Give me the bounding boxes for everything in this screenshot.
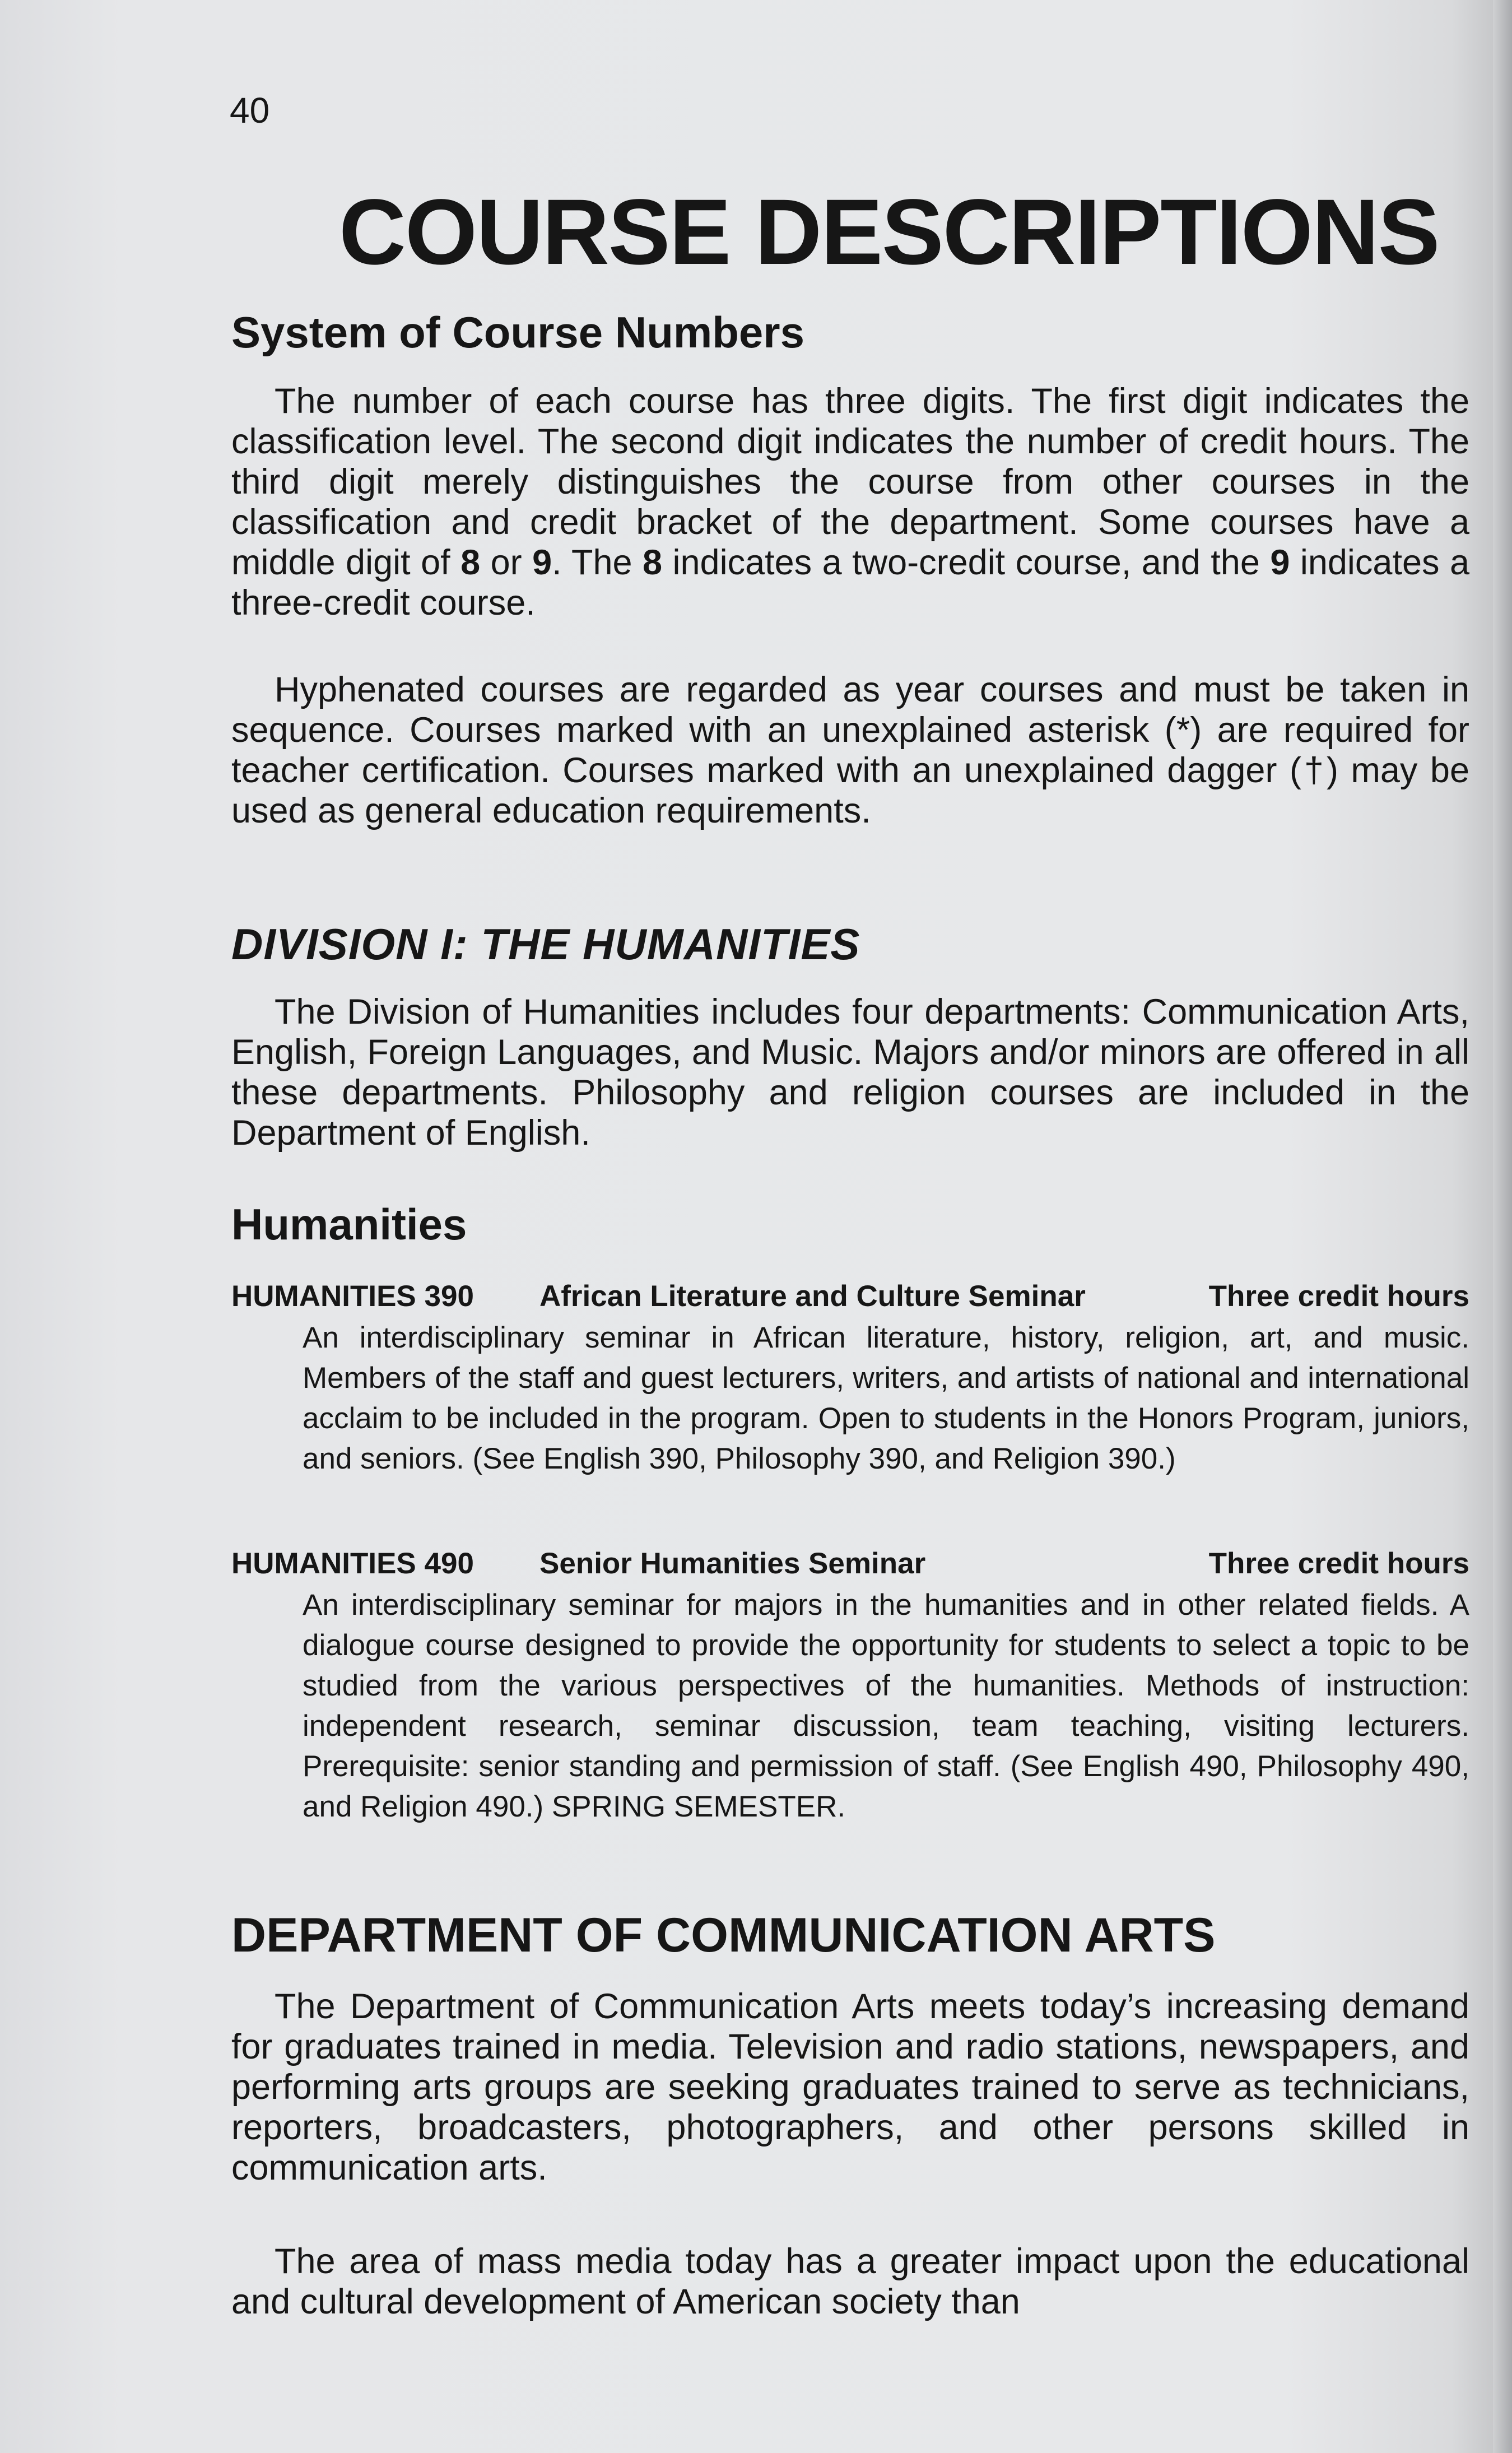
course-header xyxy=(231,1279,1469,1313)
text-run: or xyxy=(480,543,533,582)
course-header xyxy=(231,1546,1469,1581)
course-number: HUMANITIES 390 xyxy=(231,1280,474,1313)
course-credits: Three credit hours xyxy=(1208,1547,1469,1580)
system-paragraph-2: Hyphenated courses are regarded as year courses and must be taken in sequence. Courses marked with an unexplained asterisk (*) are required for teacher certification. Courses marked with an unexplained dagger (†) may be used as general education requirements. xyxy=(231,670,1469,830)
department-paragraph-2: The area of mass media today has a greater impact upon the educational and cultural development of American society than xyxy=(231,2242,1469,2321)
system-heading: System of Course Numbers xyxy=(231,308,804,357)
course-description: An interdisciplinary seminar in African literature, history, religion, art, and music. Members of the staff and guest lecturers, writers, and artists of national and international acclaim to be included in the program. Open to students in the Honors Program, juniors, and seniors. (See English 390, Philosophy 390, and Religion 390.) xyxy=(303,1321,1469,1475)
text-run: indicates a two-credit course, and the xyxy=(662,543,1271,582)
text-run: indicates a three-credit course. xyxy=(231,543,1469,622)
bold-digit: 8 xyxy=(460,543,481,582)
division-paragraph: The Division of Humanities includes four departments: Communication Arts, English, Foreign Languages, and Music. Majors and/or minors are offered in all these departments. Philosophy and religion courses are included in the Department of English. xyxy=(231,992,1469,1153)
page-edge-shadow xyxy=(1493,0,1512,2453)
page-title: COURSE DESCRIPTIONS xyxy=(339,180,1439,284)
course-title: African Literature and Culture Seminar xyxy=(539,1280,1086,1313)
bold-digit: 9 xyxy=(532,543,552,582)
bold-digit: 9 xyxy=(1270,543,1290,582)
bold-digit: 8 xyxy=(643,543,663,582)
course-number: HUMANITIES 490 xyxy=(231,1547,474,1580)
course-title: Senior Humanities Seminar xyxy=(539,1547,926,1580)
page-number: 40 xyxy=(230,90,270,131)
department-paragraph-1: The Department of Communication Arts meets today’s increasing demand for graduates trained in media. Television and radio stations, newspapers, and performing arts groups are seeking graduates trained to serve as technicians, reporters, broadcasters, photographers, and other persons skilled in communication arts. xyxy=(231,1987,1469,2187)
humanities-heading: Humanities xyxy=(231,1200,467,1249)
course-description: An interdisciplinary seminar for majors in the humanities and in other related fields. A dialogue course designed to provide the opportunity for students to select a topic to be studied from the various perspectives of the humanities. Methods of instruction: independent research, seminar discussion, team teaching, visiting lecturers. Prerequisite: senior standing and permission of staff. (See English 490, Philosophy 490, and Religion 490.) SPRING SEMESTER. xyxy=(303,1588,1469,1823)
department-heading: DEPARTMENT OF COMMUNICATION ARTS xyxy=(231,1908,1216,1962)
division-heading: DIVISION I: THE HUMANITIES xyxy=(231,919,860,969)
text-run: The number of each course has three digits. The first digit indicates the classification level. The second digit indicates the number of credit hours. The third digit merely distinguishes the course from other courses in the classification and credit bracket of the department. Some courses have a middle digit of xyxy=(231,382,1469,582)
course-credits: Three credit hours xyxy=(1208,1280,1469,1313)
system-paragraph-1 xyxy=(231,381,1469,623)
text-run: . The xyxy=(552,543,643,582)
